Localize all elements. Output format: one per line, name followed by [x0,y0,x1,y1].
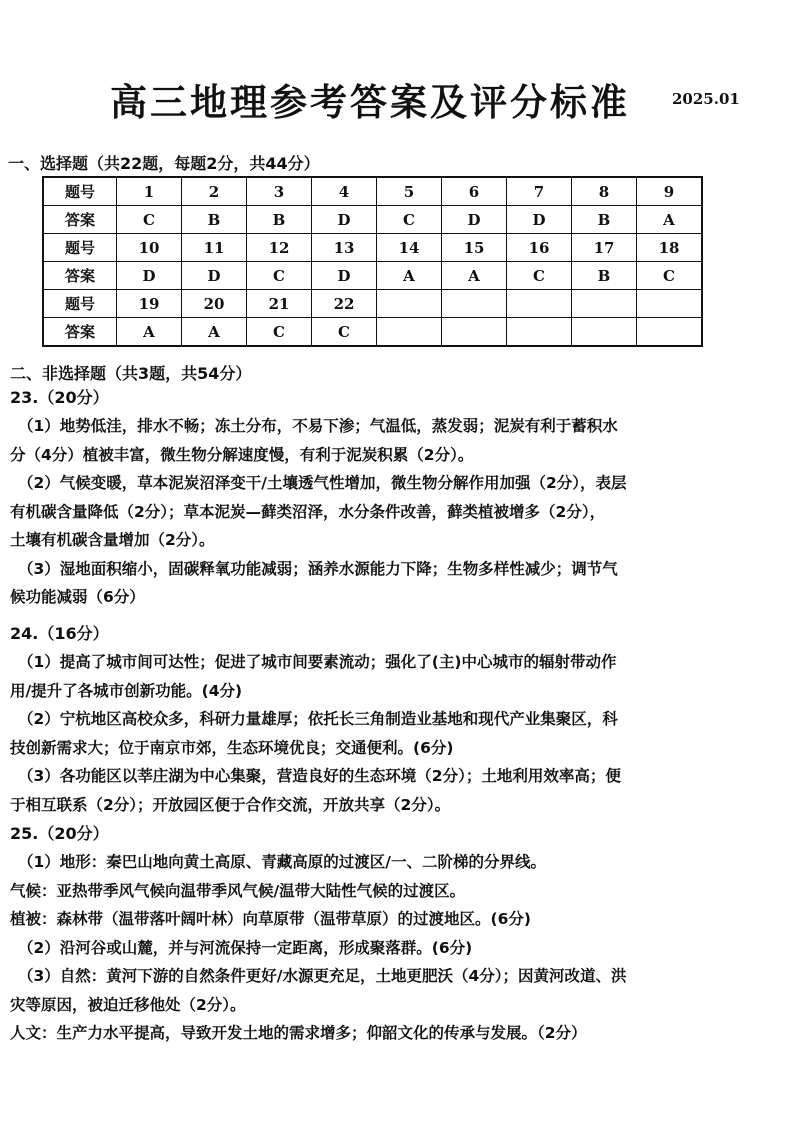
answer-letter-cell: D [507,206,572,234]
question-24-header: 24.（16分） [10,624,109,643]
question-number-cell: 5 [377,177,442,206]
question-number-cell [637,290,703,318]
question-number-cell: 4 [312,177,377,206]
answer-letter-cell: D [312,262,377,290]
answer-letter-cell: B [182,206,247,234]
question-number-cell: 11 [182,234,247,262]
question-number-cell: 19 [117,290,182,318]
question-number-cell: 16 [507,234,572,262]
answer-letter-cell: C [312,318,377,347]
answer-letter-cell: C [507,262,572,290]
answer-line: 候功能减弱（6分） [10,588,145,606]
question-number-cell [377,290,442,318]
question-number-cell: 8 [572,177,637,206]
table-row [43,318,702,347]
answer-line: 气候：亚热带季风气候向温带季风气候/温带大陆性气候的过渡区。 [10,881,466,900]
question-number-cell: 14 [377,234,442,262]
row-label-question: 题号 [43,234,117,262]
answer-letter-cell: D [312,206,377,234]
answer-line: （3）湿地面积缩小，固碳释氧功能减弱；涵养水源能力下降；生物多样性减少；调节气 [18,559,618,578]
answer-line: 技创新需求大；位于南京市郊，生态环境优良；交通便利。(6分) [10,738,454,757]
answer-letter-cell [637,318,703,347]
answer-letter-cell: C [637,262,703,290]
answer-line: （2）宁杭地区高校众多，科研力量雄厚；依托长三角制造业基地和现代产业集聚区，科 [18,710,618,728]
question-25-header: 25.（20分） [10,824,109,843]
question-number-cell [442,290,507,318]
answer-line: 灾等原因，被迫迁移他处（2分）。 [10,995,246,1014]
answer-letter-cell: A [117,318,182,347]
table-row [43,234,702,262]
row-label-question: 题号 [43,290,117,318]
answer-letter-cell: D [117,262,182,290]
question-number-cell: 13 [312,234,377,262]
answer-letter-cell: A [442,262,507,290]
question-number-cell: 18 [637,234,703,262]
answer-line: （3）各功能区以莘庄湖为中心集聚，营造良好的生态环境（2分）；土地利用效率高；便 [18,767,621,785]
answer-line: （3）自然：黄河下游的自然条件更好/水源更充足，土地更肥沃（4分）；因黄河改道、洪 [18,967,627,985]
question-24 [10,620,792,819]
answer-line: （2）气候变暖，草本泥炭沼泽变干/土壤透气性增加，微生物分解作用加强（2分），表层 [18,474,627,492]
question-number-cell: 6 [442,177,507,206]
answer-line: 有机碳含量降低（2分）；草本泥炭—藓类沼泽，水分条件改善，藓类植被增多（2分）， [10,502,606,521]
answer-line: （1）地形：秦巴山地向黄土高原、青藏高原的过渡区/一、二阶梯的分界线。 [18,853,546,871]
question-number-cell [572,290,637,318]
question-23 [10,384,792,612]
answer-letter-cell: B [247,206,312,234]
answer-letter-cell: C [377,206,442,234]
table-row [43,206,702,234]
question-number-cell: 10 [117,234,182,262]
answer-line: 人文：生产力水平提高，导致开发土地的需求增多；仰韶文化的传承与发展。（2分） [10,1024,587,1042]
table-row [43,290,702,318]
row-label-answer: 答案 [43,318,117,347]
answer-line: 植被：森林带（温带落叶阔叶林）向草原带（温带草原）的过渡地区。(6分) [10,910,531,928]
answer-line: 分（4分）植被丰富，微生物分解速度慢，有利于泥炭积累（2分）。 [10,445,474,464]
question-number-cell: 22 [312,290,377,318]
page-title: 高三地理参考答案及评分标准 [110,81,630,124]
row-label-question: 题号 [43,177,117,206]
section-heading-choice: 一、选择题（共22题，每题2分，共44分） [8,154,320,173]
answer-line: （2）沿河谷或山麓，并与河流保持一定距离，形成聚落群。(6分) [18,938,473,957]
section-heading-nonchoice: 二、非选择题（共3题，共54分） [10,364,252,383]
answer-line: （1）地势低洼，排水不畅；冻土分布，不易下渗；气温低，蒸发弱；泥炭有利于蓄积水 [18,417,618,435]
question-number-cell: 17 [572,234,637,262]
row-label-answer: 答案 [43,206,117,234]
answer-letter-cell: C [117,206,182,234]
answer-letter-cell: A [182,318,247,347]
question-25 [10,820,792,1048]
answer-line: 于相互联系（2分）；开放园区便于合作交流，开放共享（2分）。 [10,795,451,814]
page-date: 2025.01 [672,90,740,108]
row-label-answer: 答案 [43,262,117,290]
question-number-cell: 15 [442,234,507,262]
answer-letter-cell [442,318,507,347]
answer-letter-cell: D [182,262,247,290]
question-number-cell: 1 [117,177,182,206]
answer-letter-cell [377,318,442,347]
answer-letter-cell: C [247,318,312,347]
answer-line: 用/提升了各城市创新功能。(4分) [10,681,243,700]
question-number-cell: 9 [637,177,703,206]
question-number-cell [507,290,572,318]
table-row [43,262,702,290]
answer-letter-cell: A [377,262,442,290]
answer-table [42,176,703,347]
answer-letter-cell: A [637,206,703,234]
answer-letter-cell [507,318,572,347]
answer-line: 土壤有机碳含量增加（2分）。 [10,531,215,549]
question-number-cell: 20 [182,290,247,318]
question-number-cell: 12 [247,234,312,262]
answer-line: （1）提高了城市间可达性；促进了城市间要素流动；强化了(主)中心城市的辐射带动作 [18,653,617,671]
question-number-cell: 3 [247,177,312,206]
table-row [43,177,702,206]
answer-letter-cell: C [247,262,312,290]
question-number-cell: 2 [182,177,247,206]
question-number-cell: 21 [247,290,312,318]
answer-letter-cell: B [572,206,637,234]
answer-letter-cell [572,318,637,347]
answer-letter-cell: B [572,262,637,290]
question-23-header: 23.（20分） [10,388,109,407]
question-number-cell: 7 [507,177,572,206]
answer-letter-cell: D [442,206,507,234]
